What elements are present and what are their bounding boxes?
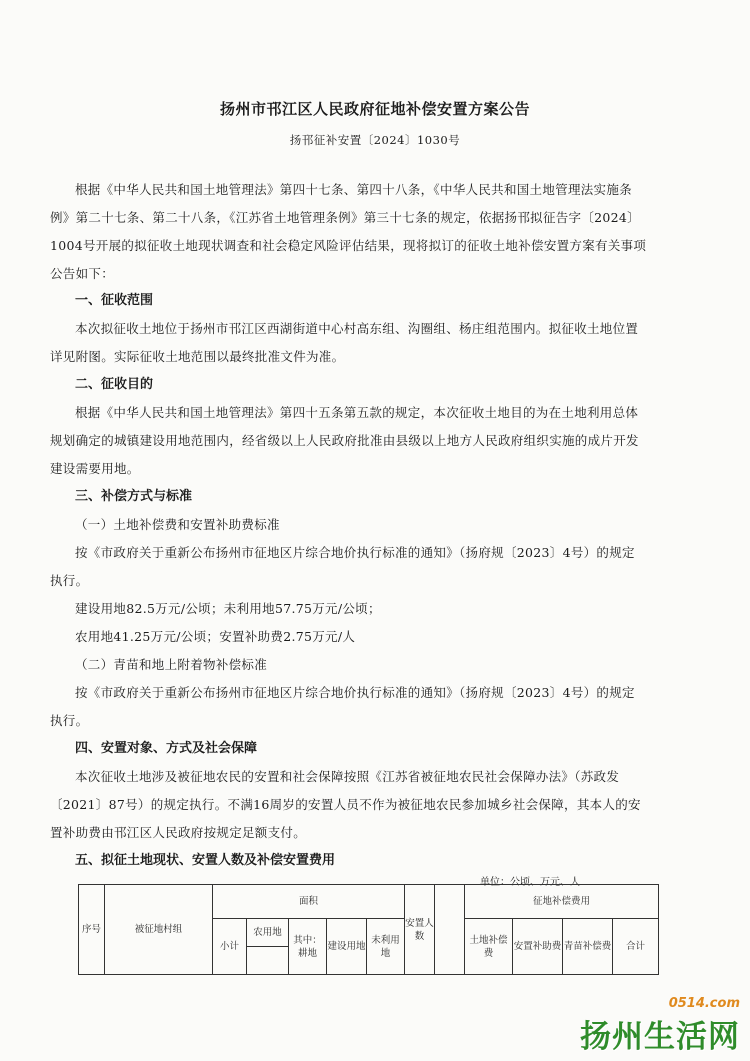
watermark-domain: 0514.com [668, 996, 740, 1011]
header-land-compensation-label: 土地补偿费 [469, 934, 508, 959]
header-compensation [465, 885, 659, 919]
document-number: 扬邗征补安置〔2024〕1030号 [289, 133, 461, 147]
scope-line: 本次拟征收土地位于扬州市邗江区西湖街道中心村高东组、沟圈组、杨庄组范围内。拟征收土地位置 [75, 321, 639, 336]
header-of-which-arable-label: 其中：耕地 [293, 934, 322, 959]
header-seq [79, 885, 105, 975]
resettlement-line: 置补助费由邗江区人民政府按规定足额支付。 [50, 825, 307, 840]
header-spacer [435, 885, 465, 975]
header-resettled-people-label: 安置人数 [405, 917, 434, 942]
section-heading-compensation: 三、补偿方式与标准 [75, 489, 193, 504]
header-village-group [105, 885, 213, 975]
intro-paragraph [50, 176, 700, 288]
section-heading-scope: 一、征收范围 [75, 293, 154, 308]
header-crop-compensation [563, 919, 613, 975]
header-construction-label: 建设用地 [327, 941, 366, 952]
crop-compensation-line: 执行。 [50, 713, 89, 728]
land-compensation-line: 执行。 [50, 573, 89, 588]
header-farmland-blank [247, 947, 289, 975]
compensation-table [78, 884, 659, 975]
intro-line: 根据《中华人民共和国土地管理法》第四十七条、第四十八条，《中华人民共和国土地管理法实施条 [75, 182, 632, 197]
header-village-group-label: 被征地村组 [134, 924, 183, 935]
site-watermark [580, 996, 740, 1056]
header-total [613, 919, 659, 975]
header-construction [327, 919, 367, 975]
rate-line-farmland-subsidy: 农用地41.25万元/公顷；安置补助费2.75万元/人 [75, 629, 356, 644]
header-resettled-people [405, 885, 435, 975]
scope-paragraph [50, 315, 700, 371]
resettlement-paragraph [50, 763, 700, 847]
header-area [213, 885, 405, 919]
header-farmland [247, 919, 289, 947]
section-heading-status-table: 五、拟征土地现状、安置人数及补偿安置费用 [75, 853, 336, 868]
header-unused-label: 未利用地 [371, 934, 400, 959]
intro-line: 例》第二十七条、第二十八条，《江苏省土地管理条例》第三十七条的规定，依据扬邗拟征告字〔2024〕 [50, 210, 640, 225]
header-of-which-arable [289, 919, 327, 975]
header-area-label: 面积 [298, 896, 318, 907]
header-unused [367, 919, 405, 975]
subheading-crop-compensation: （二）青苗和地上附着物补偿标准 [75, 657, 268, 672]
land-compensation-paragraph [50, 539, 700, 595]
header-compensation-label: 征地补偿费用 [532, 896, 590, 907]
resettlement-line: 〔2021〕87号）的规定执行。不满16周岁的安置人员不作为被征地农民参加城乡社会保障，其本人的安 [50, 797, 641, 812]
purpose-paragraph [50, 399, 700, 483]
crop-compensation-paragraph [50, 679, 700, 735]
header-seq-label: 序号 [81, 924, 101, 935]
header-resettlement-subsidy [513, 919, 563, 975]
header-farmland-label: 农用地 [253, 927, 282, 938]
intro-line: 公告如下： [50, 266, 115, 281]
header-land-compensation [465, 919, 513, 975]
scope-line: 详见附图。实际征收土地范围以最终批准文件为准。 [50, 349, 345, 364]
crop-compensation-line: 按《市政府关于重新公布扬州市征地区片综合地价执行标准的通知》（扬府规〔2023〕4号）的规定 [75, 685, 635, 700]
watermark-brand: 扬州生活网 [580, 1019, 740, 1055]
section-heading-purpose: 二、征收目的 [75, 377, 154, 392]
header-subtotal-label: 小计 [219, 941, 239, 952]
page-title: 扬州市邗江区人民政府征地补偿安置方案公告 [219, 100, 530, 118]
section-heading-resettlement: 四、安置对象、方式及社会保障 [75, 741, 258, 756]
purpose-line: 规划确定的城镇建设用地范围内，经省级以上人民政府批准由县级以上地方人民政府组织实施的成片开发 [50, 433, 639, 448]
table-unit-note: 单位：公顷、万元、人 [480, 877, 580, 888]
header-crop-compensation-label: 青苗补偿费 [563, 941, 612, 952]
header-subtotal [213, 919, 247, 975]
resettlement-line: 本次征收土地涉及被征地农民的安置和社会保障按照《江苏省被征地农民社会保障办法》（苏政发 [75, 769, 620, 784]
land-compensation-line: 按《市政府关于重新公布扬州市征地区片综合地价执行标准的通知》（扬府规〔2023〕4号）的规定 [75, 545, 635, 560]
intro-line: 1004号开展的拟征收土地现状调查和社会稳定风险评估结果，现将拟订的征收土地补偿安置方案有关事项 [50, 238, 647, 253]
header-resettlement-subsidy-label: 安置补助费 [513, 941, 562, 952]
rate-line-construction-unused: 建设用地82.5万元/公顷；未利用地57.75万元/公顷； [75, 601, 381, 616]
subheading-land-compensation: （一）土地补偿费和安置补助费标准 [75, 517, 280, 532]
purpose-line: 根据《中华人民共和国土地管理法》第四十五条第五款的规定，本次征收土地目的为在土地利用总体 [75, 405, 639, 420]
header-total-label: 合计 [625, 941, 645, 952]
purpose-line: 建设需要用地。 [50, 461, 140, 476]
